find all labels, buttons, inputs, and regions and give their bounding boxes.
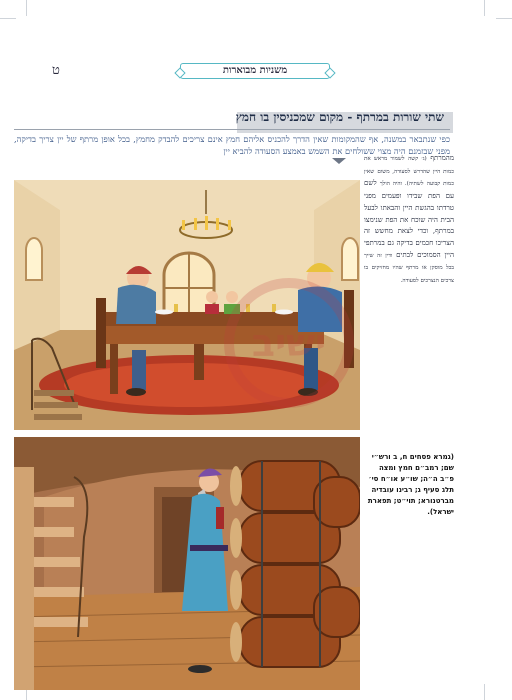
side-body: לשם עם הפת שבידו ופעמים מפני טרדתו בהגשת היין והבאתו לבעל הבית היה שוכח את הפת שנימצו במרתף, וכדי לצאת מחשש זה הצריכו חכמים בדיקה גם במרתפי היין הסמוכים לבתים [364, 179, 454, 259]
watermark-logo [184, 268, 384, 418]
continuation-triangle-icon [332, 158, 346, 164]
crop-mark [484, 684, 485, 700]
crop-mark [26, 0, 27, 16]
crop-mark [484, 0, 485, 16]
side-small-5: לשתיה). והיה הולך [379, 181, 424, 188]
side-end: ודין זה שייך בכל מוסקן או מרתף שהיו מחזיקים בו צרכים הנצרכים לסעודה. [364, 252, 454, 285]
svg-text:ישיב: ישיב [251, 321, 327, 365]
crop-mark [496, 18, 512, 19]
wine-cellar-illustration [14, 437, 360, 690]
title-rule [14, 129, 450, 130]
section-title: שתי שורות במרתף - מקום שמכניסין בו חמץ [235, 110, 444, 124]
side-note: (ג׳ קשה [408, 156, 427, 162]
page-number: ט [52, 63, 60, 78]
side-small-2: כמות היין שהדרש [413, 168, 454, 175]
side-small-1: לשמור מראש את [364, 156, 405, 162]
side-small-3: לסעודה, משום [377, 168, 411, 175]
side-small-4: שאין כמות קבועה [364, 168, 454, 188]
running-head: משניות מבוארות [180, 63, 330, 79]
sources-note: (גמרא פסחים ח, ב ורש״י שם; רמב״ם חמץ ומצה פ״ב ה״ה; שו״ע או״ח סי׳ תלג סעיף ג; רבינו עובדיה מברטנורא; תוי״ט; תפארת ישראל). [367, 453, 454, 516]
side-lead: מהמרתף [430, 154, 454, 162]
intro-paragraph: כפי שנתבאר במשנה, אף שהמקומות שאין הדרך להכניס אליהם חמץ אינם צריכים להבדק מחמץ, בכל אופן מרתף של יין צריך בדיקה, מפני שבזמנם היה מצוי ששולחים את השמש באמצע הסעודה להביא יין [14, 134, 450, 156]
side-column [364, 153, 454, 288]
crop-mark [0, 18, 16, 19]
